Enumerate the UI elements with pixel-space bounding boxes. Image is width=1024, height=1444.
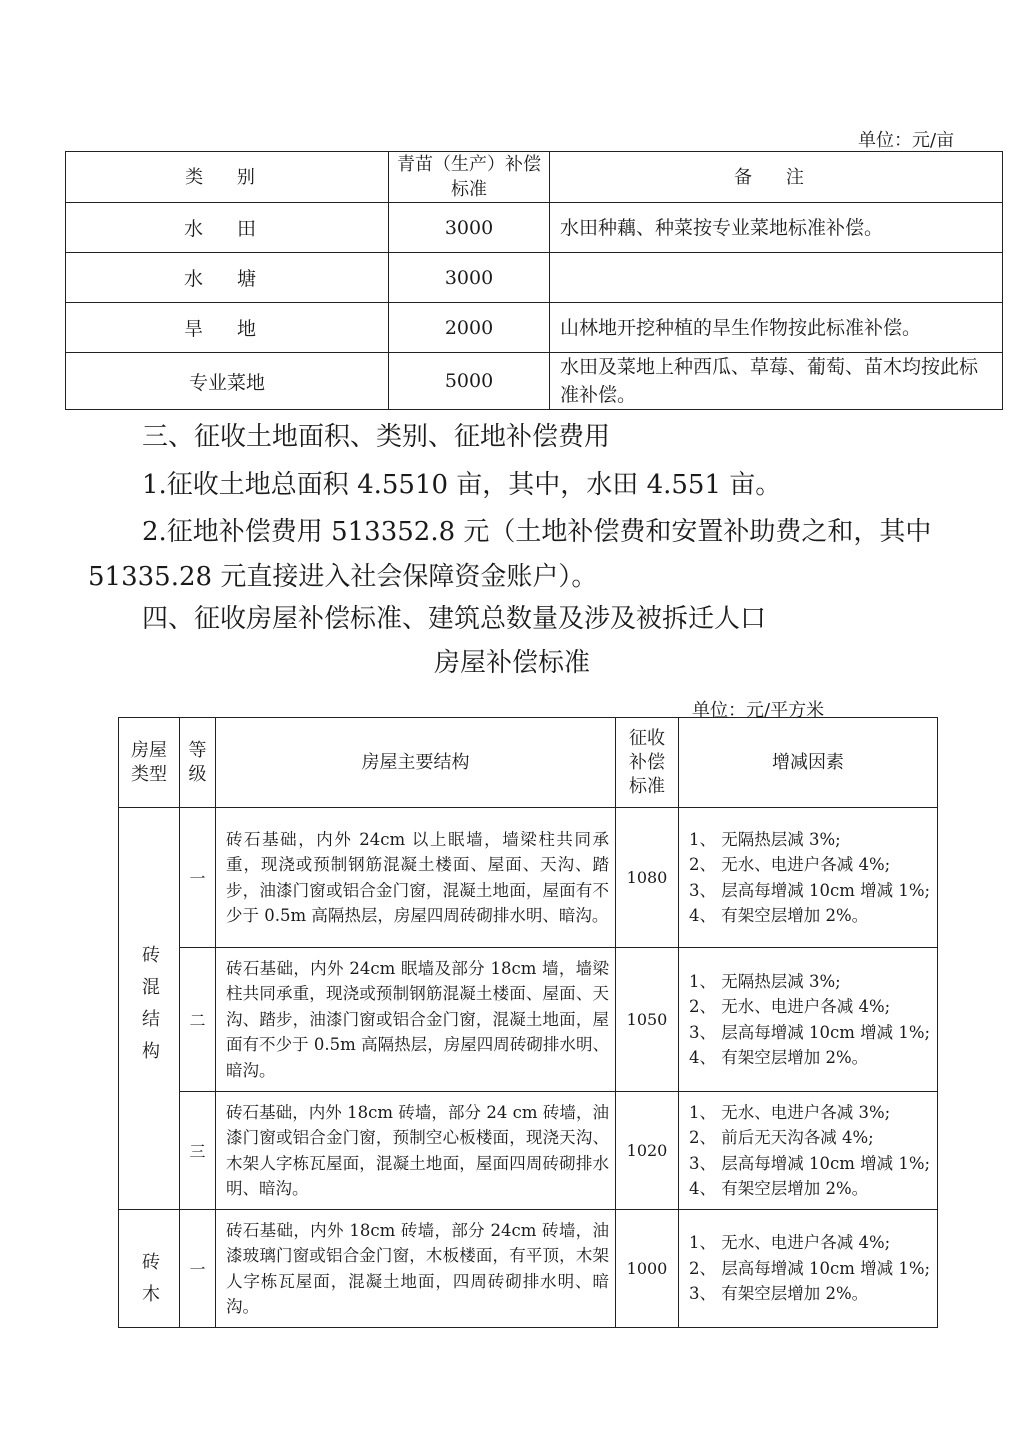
- header-structure: 房屋主要结构: [216, 718, 616, 808]
- factor-item: 2、 层高每增减 10cm 增减 1%;: [689, 1258, 931, 1278]
- row-note: 水田种藕、种菜按专业菜地标准补偿。: [550, 203, 1003, 253]
- section3-item1: 1.征收土地总面积 4.5510 亩，其中，水田 4.551 亩。: [142, 470, 782, 500]
- price-cell: 1050: [616, 948, 679, 1092]
- table-row: [119, 1092, 938, 1210]
- section3-item2-line1: 2.征地补偿费用 513352.8 元（土地补偿费和安置补助费之和，其中: [142, 517, 932, 547]
- factor-item: 1、 无水、电进户各减 4%;: [689, 1233, 891, 1253]
- header-category: 类 别: [66, 152, 389, 203]
- price-cell: 1020: [616, 1092, 679, 1210]
- header-grade: 等级: [180, 718, 216, 808]
- row-standard: 5000: [389, 353, 550, 410]
- row-standard: 2000: [389, 303, 550, 353]
- table-row: [66, 203, 1003, 253]
- structure-cell: 砖石基础，内外 24cm 眠墙及部分 18cm 墙，墙梁柱共同承重，现浇或预制钢筋混凝土楼面、屋面、天沟、踏步，油漆门窗或铝合金门窗，混凝土地面，屋面有不少于 0.5m 高隔热层，房屋四周砖砌排水明、暗沟。: [216, 948, 616, 1092]
- header-standard: 青苗（生产）补偿标准: [389, 152, 550, 203]
- header-price: 征收补偿标准: [616, 718, 679, 808]
- factor-item: 2、 无水、电进户各减 4%;: [689, 855, 891, 874]
- row-standard: 3000: [389, 253, 550, 303]
- row-note: [550, 253, 1003, 303]
- table-row: [119, 1210, 938, 1328]
- structure-cell: 砖石基础，内外 24cm 以上眠墙，墙梁柱共同承重，现浇或预制钢筋混凝土楼面、屋面、天沟、踏步，油漆门窗或铝合金门窗，混凝土地面，屋面有不少于 0.5m 高隔热层，房屋四周砖砌排水明、暗沟。: [216, 808, 616, 948]
- factor-item: 4、 有架空层增加 2%。: [689, 1179, 869, 1198]
- section3-heading: 三、征收土地面积、类别、征地补偿费用: [142, 422, 611, 452]
- factor-item: 2、 无水、电进户各减 4%;: [689, 997, 891, 1016]
- seedling-compensation-table: [65, 151, 1003, 410]
- factor-item: 1、 无隔热层减 3%;: [689, 971, 841, 991]
- row-note: 水田及菜地上种西瓜、草莓、葡萄、苗木均按此标准补偿。: [550, 353, 1003, 410]
- factor-item: 1、 无隔热层减 3%;: [689, 829, 841, 849]
- table-row: [119, 948, 938, 1092]
- factors-cell: [679, 948, 938, 1092]
- house-compensation-table: [118, 717, 938, 1328]
- price-cell: 1000: [616, 1210, 679, 1328]
- factor-item: 2、 前后无天沟各减 4%;: [689, 1128, 874, 1147]
- header-house-type: 房屋类型: [119, 718, 180, 808]
- structure-cell: 砖石基础，内外 18cm 砖墙，部分 24 cm 砖墙，油漆门窗或铝合金门窗，预制空心板楼面，现浇天沟、木架人字栋瓦屋面，混凝土地面，屋面四周砖砌排水明、暗沟。: [216, 1092, 616, 1210]
- factors-cell: [679, 1210, 938, 1328]
- table2-unit: 单位：元/平方米: [692, 700, 825, 721]
- row-category: 专业菜地: [66, 353, 389, 410]
- factor-item: 3、 有架空层增加 2%。: [689, 1284, 869, 1304]
- row-category: 水 塘: [66, 253, 389, 303]
- grade-cell: 一: [180, 1210, 216, 1328]
- table-row: [66, 353, 1003, 410]
- factor-item: 4、 有架空层增加 2%。: [689, 1048, 869, 1067]
- factors-cell: [679, 808, 938, 948]
- row-note: 山林地开挖种植的旱生作物按此标准补偿。: [550, 303, 1003, 353]
- row-category: 旱 地: [66, 303, 389, 353]
- factor-item: 3、 层高每增减 10cm 增减 1%;: [689, 880, 931, 900]
- table-row: [66, 253, 1003, 303]
- table-row: [119, 808, 938, 948]
- table-header-row: [66, 152, 1003, 203]
- header-factors: 增减因素: [679, 718, 938, 808]
- house-type-cell: 砖混结构: [119, 808, 180, 1210]
- table-header-row: [119, 718, 938, 808]
- table-row: [66, 303, 1003, 353]
- row-standard: 3000: [389, 203, 550, 253]
- factor-item: 1、 无水、电进户各减 3%;: [689, 1102, 891, 1122]
- section3-item2-line2: 51335.28 元直接进入社会保障资金账户）。: [88, 562, 598, 592]
- factors-cell: [679, 1092, 938, 1210]
- factor-item: 4、 有架空层增加 2%。: [689, 906, 869, 925]
- price-cell: 1080: [616, 808, 679, 948]
- row-category: 水 田: [66, 203, 389, 253]
- grade-cell: 三: [180, 1092, 216, 1210]
- section4-heading: 四、征收房屋补偿标准、建筑总数量及涉及被拆迁人口: [142, 604, 767, 634]
- table2-title: 房屋补偿标准: [433, 648, 590, 678]
- house-type-cell: 砖木: [119, 1210, 180, 1328]
- structure-cell: 砖石基础，内外 18cm 砖墙，部分 24cm 砖墙，油漆玻璃门窗或铝合金门窗，木板楼面，有平顶，木架人字栋瓦屋面，混凝土地面，四周砖砌排水明、暗沟。: [216, 1210, 616, 1328]
- grade-cell: 一: [180, 808, 216, 948]
- factor-item: 3、 层高每增减 10cm 增减 1%;: [689, 1153, 931, 1173]
- header-note: 备 注: [550, 152, 1003, 203]
- table1-unit: 单位：元/亩: [858, 130, 955, 151]
- factor-item: 3、 层高每增减 10cm 增减 1%;: [689, 1022, 931, 1042]
- grade-cell: 二: [180, 948, 216, 1092]
